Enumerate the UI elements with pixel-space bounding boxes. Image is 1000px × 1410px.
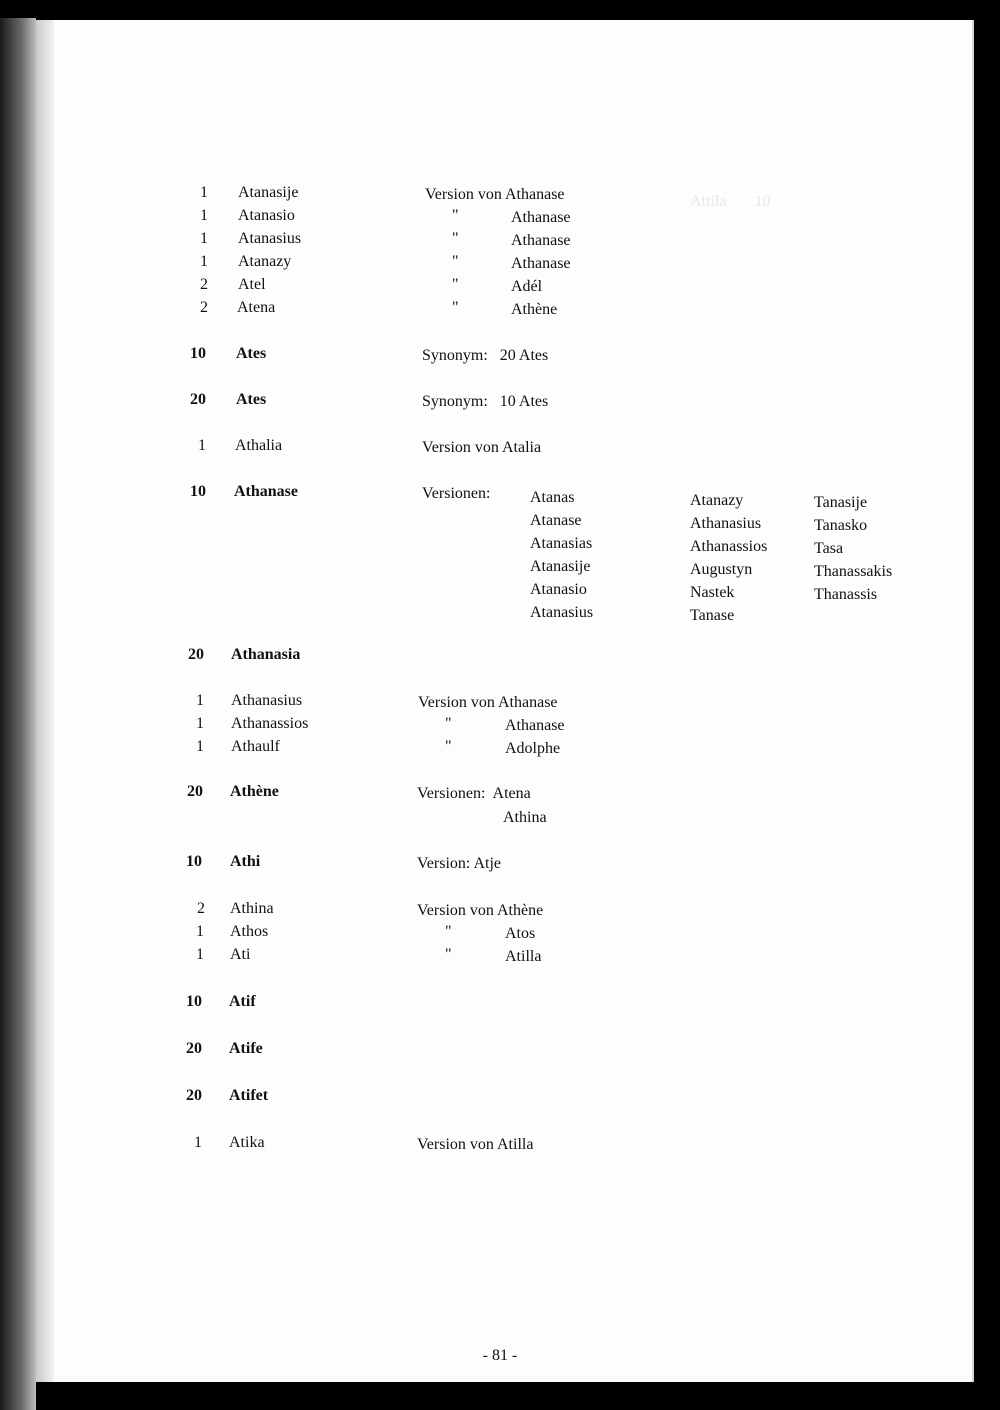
page-number: - 81 -: [482, 1347, 518, 1364]
entry-count: 1: [200, 230, 208, 247]
entry-count: 1: [196, 692, 204, 709]
ditto-mark: ": [452, 207, 459, 224]
ditto-mark: ": [445, 923, 452, 940]
version-item: Atanas: [530, 489, 575, 506]
entry-count: 1: [194, 1134, 202, 1151]
entry-count: 20: [186, 1087, 202, 1104]
entry-name: Athalia: [235, 437, 283, 454]
version-item: Tanase: [690, 607, 735, 624]
ditto-mark: ": [452, 253, 459, 270]
entry-description: Athina: [503, 809, 547, 826]
version-item: Atanasias: [530, 535, 593, 552]
entry-count: 1: [196, 715, 204, 732]
entry-count: 2: [200, 276, 208, 293]
ditto-mark: ": [452, 276, 459, 293]
ditto-mark: ": [452, 299, 459, 316]
version-item: Atanase: [530, 512, 582, 529]
version-item: Thanassis: [814, 586, 878, 603]
entry-count: 20: [186, 1040, 202, 1057]
version-item: Athanassios: [690, 538, 768, 555]
page-spine-shadow: [36, 20, 54, 1382]
entry-description: Versionen:: [422, 485, 491, 502]
entry-name: Athi: [230, 853, 261, 870]
version-item: Tanasko: [814, 517, 868, 534]
entry-name: Atel: [238, 276, 266, 293]
entry-count: 2: [200, 299, 208, 316]
entry-name: Athanassios: [231, 715, 309, 732]
entry-name: Ates: [236, 345, 267, 362]
version-item: Athanasius: [690, 515, 762, 532]
entry-description: Versionen: Atena: [417, 785, 531, 802]
ditto-mark: ": [452, 230, 459, 247]
entry-description: Athanase: [505, 717, 565, 734]
version-item: Atanazy: [690, 492, 744, 509]
entry-description: Athène: [511, 301, 558, 318]
ditto-mark: ": [445, 946, 452, 963]
entry-name: Atifet: [229, 1087, 269, 1104]
entry-count: 10: [190, 483, 206, 500]
entry-count: 10: [186, 853, 202, 870]
entry-name: Atife: [229, 1040, 263, 1057]
ditto-mark: ": [445, 738, 452, 755]
version-item: Tanasije: [814, 494, 868, 511]
page-edge: [972, 20, 974, 1382]
entry-description: Version von Athène: [417, 902, 544, 919]
ditto-mark: ": [445, 715, 452, 732]
entry-description: Synonym: 20 Ates: [422, 347, 549, 364]
entry-description: Adolphe: [505, 740, 561, 757]
entry-count: 10: [186, 993, 202, 1010]
entry-count: 1: [196, 946, 204, 963]
entry-name: Athanasia: [231, 646, 301, 663]
version-item: Augustyn: [690, 561, 753, 578]
entry-count: 1: [200, 207, 208, 224]
entry-description: Version von Atilla: [417, 1136, 534, 1153]
entry-count: 1: [196, 923, 204, 940]
entry-name: Athanase: [234, 483, 299, 500]
entry-name: Atif: [229, 993, 256, 1010]
version-item: Thanassakis: [814, 563, 893, 580]
athanase-versions-mid: [530, 486, 593, 624]
version-item: Atanasio: [530, 581, 587, 598]
entry-description: Athanase: [511, 209, 571, 226]
entry-count: 10: [190, 345, 206, 362]
entry-count: 20: [187, 783, 203, 800]
entry-description: Adél: [511, 278, 543, 295]
entry-name: Athène: [230, 783, 279, 800]
entry-description: Version von Atalia: [422, 439, 542, 456]
entry-count: 1: [198, 437, 206, 454]
entry-name: Atena: [237, 299, 276, 316]
entry-name: Atanazy: [238, 253, 292, 270]
entry-description: Athanase: [511, 232, 571, 249]
entry-name: Ati: [230, 946, 251, 963]
bleed-through: Attila 10: [690, 193, 771, 210]
entry-name: Athanasius: [231, 692, 303, 709]
version-item: Atanasius: [530, 604, 594, 621]
entry-name: Athina: [230, 900, 274, 917]
entry-name: Atanasius: [238, 230, 302, 247]
athanase-versions-col2: [814, 491, 892, 606]
entry-description: Version von Athanase: [418, 694, 558, 711]
binding-fold: [0, 18, 36, 1410]
entry-count: 20: [188, 646, 204, 663]
entry-description: Version von Athanase: [425, 186, 565, 203]
entry-description: Athanase: [511, 255, 571, 272]
entry-name: Athaulf: [231, 738, 280, 755]
entry-description: Atilla: [505, 948, 542, 965]
entry-description: Atos: [505, 925, 536, 942]
entry-description: Synonym: 10 Ates: [422, 393, 549, 410]
entry-name: Ates: [236, 391, 267, 408]
entry-count: 1: [200, 184, 208, 201]
version-item: Nastek: [690, 584, 735, 601]
entry-count: 2: [197, 900, 205, 917]
entry-count: 20: [190, 391, 206, 408]
version-item: Tasa: [814, 540, 844, 557]
version-item: Atanasije: [530, 558, 591, 575]
entry-count: 1: [196, 738, 204, 755]
entry-name: Atika: [229, 1134, 265, 1151]
entry-description: Version: Atje: [417, 855, 501, 872]
entry-name: Athos: [230, 923, 269, 940]
entry-count: 1: [200, 253, 208, 270]
athanase-versions-col1: [690, 489, 767, 627]
entry-name: Atanasije: [238, 184, 299, 201]
entry-name: Atanasio: [238, 207, 295, 224]
